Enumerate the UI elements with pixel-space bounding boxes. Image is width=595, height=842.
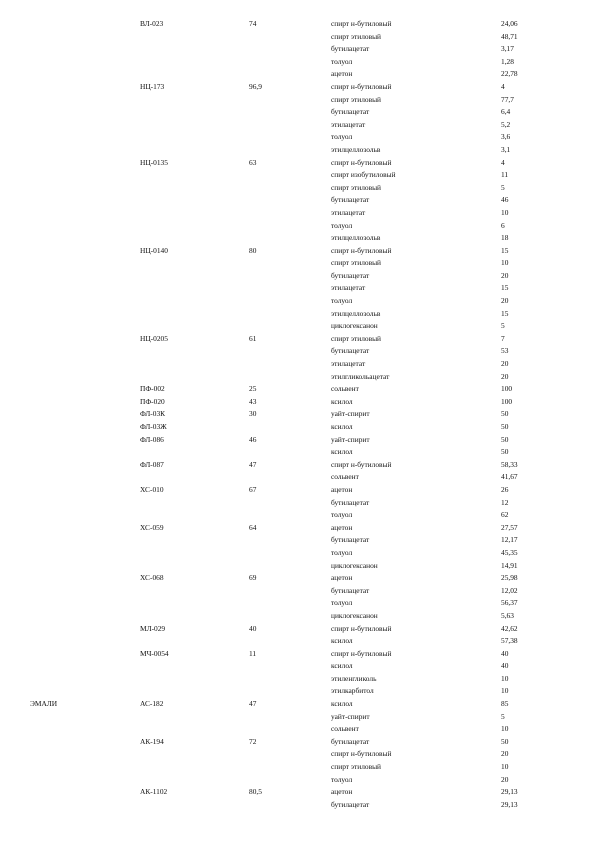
table-row bbox=[0, 383, 595, 396]
solvent-share: 58,33 bbox=[501, 459, 518, 469]
table-row bbox=[0, 220, 595, 233]
solvent-share: 85 bbox=[501, 699, 509, 709]
table-row bbox=[0, 182, 595, 195]
solvent-share: 10 bbox=[501, 762, 509, 772]
solvent-share: 10 bbox=[501, 258, 509, 268]
nonvolatile-percent: 74 bbox=[249, 19, 257, 28]
material-mark: ПФ-020 bbox=[140, 396, 165, 406]
solvent-name: ксилол bbox=[331, 396, 353, 406]
solvent-share: 10 bbox=[501, 724, 509, 734]
solvent-composition-table bbox=[0, 18, 595, 811]
nonvolatile-percent: 72 bbox=[249, 736, 257, 746]
solvent-share: 20 bbox=[501, 774, 509, 784]
solvent-name: спирт н-бутиловый bbox=[331, 749, 392, 759]
table-row bbox=[0, 635, 595, 648]
material-mark: ХС-010 bbox=[140, 484, 164, 494]
solvent-share: 5,2 bbox=[501, 119, 511, 129]
solvent-name: толуол bbox=[331, 220, 353, 230]
table-row bbox=[0, 774, 595, 787]
solvent-name: спирт н-бутиловый bbox=[331, 459, 392, 469]
solvent-share: 56,37 bbox=[501, 598, 518, 608]
nonvolatile-percent: 47 bbox=[249, 699, 257, 709]
table-row bbox=[0, 459, 595, 472]
table-row bbox=[0, 572, 595, 585]
solvent-share: 15 bbox=[501, 283, 509, 293]
solvent-name: этилцеллозольв bbox=[331, 144, 381, 154]
solvent-share: 6 bbox=[501, 220, 505, 230]
table-row bbox=[0, 698, 595, 711]
table-row bbox=[0, 295, 595, 308]
table-row bbox=[0, 421, 595, 434]
solvent-name: этилацетат bbox=[331, 283, 366, 293]
table-row bbox=[0, 509, 595, 522]
solvent-share: 5,63 bbox=[501, 610, 514, 620]
table-row bbox=[0, 736, 595, 749]
solvent-name: ацетон bbox=[331, 573, 353, 583]
table-row bbox=[0, 610, 595, 623]
solvent-share: 50 bbox=[501, 409, 509, 419]
solvent-name: бутилацетат bbox=[331, 736, 370, 746]
table-row bbox=[0, 333, 595, 346]
material-mark: ПФ-002 bbox=[140, 384, 165, 394]
solvent-share: 10 bbox=[501, 207, 509, 217]
solvent-name: толуол bbox=[331, 510, 353, 520]
solvent-name: толуол bbox=[331, 296, 353, 306]
solvent-name: этилацетат bbox=[331, 119, 366, 129]
solvent-share: 40 bbox=[501, 661, 509, 671]
nonvolatile-percent: 64 bbox=[249, 522, 257, 532]
table-row bbox=[0, 446, 595, 459]
solvent-share: 25,98 bbox=[501, 573, 518, 583]
solvent-share: 50 bbox=[501, 434, 509, 444]
table-row bbox=[0, 396, 595, 409]
table-row bbox=[0, 497, 595, 510]
solvent-name: циклогексанон bbox=[331, 321, 378, 331]
table-row bbox=[0, 207, 595, 220]
solvent-share: 15 bbox=[501, 308, 509, 318]
nonvolatile-percent: 96,9 bbox=[249, 81, 262, 91]
table-row bbox=[0, 194, 595, 207]
table-row bbox=[0, 282, 595, 295]
solvent-share: 24,06 bbox=[501, 19, 518, 28]
table-row bbox=[0, 169, 595, 182]
nonvolatile-percent: 11 bbox=[249, 648, 257, 658]
solvent-share: 11 bbox=[501, 170, 509, 180]
solvent-share: 3,17 bbox=[501, 44, 514, 54]
nonvolatile-percent: 40 bbox=[249, 623, 257, 633]
material-mark: ФЛ-086 bbox=[140, 434, 164, 444]
solvent-name: уайт-спирит bbox=[331, 711, 370, 721]
table-row bbox=[0, 345, 595, 358]
solvent-share: 50 bbox=[501, 736, 509, 746]
solvent-share: 45,35 bbox=[501, 547, 518, 557]
solvent-share: 12,17 bbox=[501, 535, 518, 545]
solvent-name: толуол bbox=[331, 547, 353, 557]
material-mark: ФЛ-087 bbox=[140, 459, 164, 469]
solvent-share: 5 bbox=[501, 711, 505, 721]
nonvolatile-percent: 80 bbox=[249, 245, 257, 255]
nonvolatile-percent: 43 bbox=[249, 396, 257, 406]
table-row bbox=[0, 68, 595, 81]
solvent-share: 20 bbox=[501, 749, 509, 759]
solvent-share: 62 bbox=[501, 510, 509, 520]
table-row bbox=[0, 232, 595, 245]
solvent-name: ксилол bbox=[331, 447, 353, 457]
solvent-share: 6,4 bbox=[501, 107, 511, 117]
solvent-name: бутилацетат bbox=[331, 270, 370, 280]
solvent-name: ксилол bbox=[331, 661, 353, 671]
solvent-name: ксилол bbox=[331, 699, 353, 709]
table-row bbox=[0, 484, 595, 497]
solvent-share: 29,13 bbox=[501, 799, 518, 809]
solvent-share: 12,02 bbox=[501, 585, 518, 595]
material-category: ЭМАЛИ bbox=[30, 699, 58, 709]
solvent-name: толуол bbox=[331, 774, 353, 784]
solvent-share: 20 bbox=[501, 296, 509, 306]
solvent-name: спирт н-бутиловый bbox=[331, 157, 392, 167]
table-row bbox=[0, 534, 595, 547]
table-row bbox=[0, 94, 595, 107]
solvent-name: спирт этиловый bbox=[331, 333, 382, 343]
solvent-name: спирт этиловый bbox=[331, 762, 382, 772]
table-row bbox=[0, 434, 595, 447]
solvent-share: 77,7 bbox=[501, 94, 514, 104]
solvent-name: этилгликольацетат bbox=[331, 371, 390, 381]
solvent-name: бутилацетат bbox=[331, 346, 370, 356]
solvent-name: бутилацетат bbox=[331, 44, 370, 54]
solvent-share: 46 bbox=[501, 195, 509, 205]
table-row bbox=[0, 106, 595, 119]
solvent-name: этилацетат bbox=[331, 207, 366, 217]
solvent-share: 4 bbox=[501, 81, 505, 91]
table-row bbox=[0, 131, 595, 144]
material-mark: АК-1102 bbox=[140, 787, 168, 797]
nonvolatile-percent: 63 bbox=[249, 157, 257, 167]
material-mark: НЦ-0205 bbox=[140, 333, 168, 343]
table-row bbox=[0, 408, 595, 421]
solvent-share: 40 bbox=[501, 648, 509, 658]
nonvolatile-percent: 80,5 bbox=[249, 787, 262, 797]
solvent-name: ацетон bbox=[331, 787, 353, 797]
solvent-name: бутилацетат bbox=[331, 497, 370, 507]
material-mark: НЦ-0135 bbox=[140, 157, 168, 167]
solvent-name: бутилацетат bbox=[331, 535, 370, 545]
solvent-name: спирт н-бутиловый bbox=[331, 19, 392, 28]
solvent-share: 3,6 bbox=[501, 132, 511, 142]
material-mark: МЛ-029 bbox=[140, 623, 166, 633]
table-row bbox=[0, 786, 595, 799]
solvent-share: 20 bbox=[501, 371, 509, 381]
table-row bbox=[0, 560, 595, 573]
table-row bbox=[0, 245, 595, 258]
solvent-name: спирт этиловый bbox=[331, 258, 382, 268]
solvent-name: спирт н-бутиловый bbox=[331, 623, 392, 633]
nonvolatile-percent: 30 bbox=[249, 409, 257, 419]
solvent-share: 100 bbox=[501, 396, 513, 406]
nonvolatile-percent: 69 bbox=[249, 573, 257, 583]
solvent-name: бутилацетат bbox=[331, 799, 370, 809]
solvent-share: 15 bbox=[501, 245, 509, 255]
solvent-name: этиленгликоль bbox=[331, 673, 377, 683]
material-mark: НЦ-0140 bbox=[140, 245, 168, 255]
material-mark: ФЛ-03К bbox=[140, 409, 166, 419]
solvent-name: спирт этиловый bbox=[331, 182, 382, 192]
table-row bbox=[0, 119, 595, 132]
solvent-share: 3,1 bbox=[501, 144, 511, 154]
table-row bbox=[0, 597, 595, 610]
material-mark: АС-182 bbox=[140, 699, 164, 709]
table-row bbox=[0, 648, 595, 661]
solvent-name: спирт н-бутиловый bbox=[331, 81, 392, 91]
solvent-name: циклогексанон bbox=[331, 560, 378, 570]
material-mark: ФЛ-03Ж bbox=[140, 422, 167, 431]
material-mark: ВЛ-023 bbox=[140, 19, 164, 28]
table-row bbox=[0, 623, 595, 636]
solvent-name: этилкарбитол bbox=[331, 686, 374, 696]
table-row bbox=[0, 320, 595, 333]
table-row bbox=[0, 471, 595, 484]
solvent-share: 5 bbox=[501, 182, 505, 192]
solvent-share: 22,78 bbox=[501, 69, 518, 79]
table-row bbox=[0, 711, 595, 724]
nonvolatile-percent: 25 bbox=[249, 384, 257, 394]
table-row bbox=[0, 522, 595, 535]
material-mark: АК-194 bbox=[140, 736, 164, 746]
solvent-share: 48,71 bbox=[501, 31, 518, 41]
solvent-share: 100 bbox=[501, 384, 513, 394]
table-row bbox=[0, 31, 595, 44]
solvent-share: 18 bbox=[501, 233, 509, 243]
solvent-name: ацетон bbox=[331, 522, 353, 532]
solvent-share: 12 bbox=[501, 497, 509, 507]
solvent-share: 1,28 bbox=[501, 56, 514, 66]
table-row bbox=[0, 585, 595, 598]
solvent-share: 42,62 bbox=[501, 623, 518, 633]
solvent-name: этилацетат bbox=[331, 359, 366, 369]
solvent-share: 53 bbox=[501, 346, 509, 356]
table-row bbox=[0, 748, 595, 761]
table-row bbox=[0, 371, 595, 384]
table-row bbox=[0, 547, 595, 560]
table-row bbox=[0, 81, 595, 94]
solvent-share: 27,57 bbox=[501, 522, 518, 532]
material-mark: ХС-068 bbox=[140, 573, 164, 583]
solvent-share: 50 bbox=[501, 447, 509, 457]
table-row bbox=[0, 43, 595, 56]
table-row bbox=[0, 257, 595, 270]
solvent-name: этилцеллозольв bbox=[331, 308, 381, 318]
material-mark: МЧ-0054 bbox=[140, 648, 169, 658]
table-row bbox=[0, 761, 595, 774]
solvent-name: ацетон bbox=[331, 484, 353, 494]
solvent-share: 14,91 bbox=[501, 560, 518, 570]
table-row bbox=[0, 144, 595, 157]
solvent-name: толуол bbox=[331, 598, 353, 608]
solvent-name: уайт-спирит bbox=[331, 434, 370, 444]
solvent-name: спирт н-бутиловый bbox=[331, 648, 392, 658]
table-row bbox=[0, 660, 595, 673]
table-row bbox=[0, 308, 595, 321]
solvent-name: уайт-спирит bbox=[331, 409, 370, 419]
table-row bbox=[0, 358, 595, 371]
solvent-share: 57,38 bbox=[501, 636, 518, 646]
table-row bbox=[0, 799, 595, 812]
solvent-name: сольвент bbox=[331, 724, 359, 734]
solvent-name: спирт этиловый bbox=[331, 31, 382, 41]
solvent-name: бутилацетат bbox=[331, 107, 370, 117]
solvent-name: толуол bbox=[331, 56, 353, 66]
solvent-name: спирт изобутиловый bbox=[331, 170, 396, 180]
solvent-share: 10 bbox=[501, 673, 509, 683]
solvent-name: спирт этиловый bbox=[331, 94, 382, 104]
table-row bbox=[0, 18, 595, 31]
solvent-name: бутилацетат bbox=[331, 195, 370, 205]
solvent-share: 29,13 bbox=[501, 787, 518, 797]
solvent-name: толуол bbox=[331, 132, 353, 142]
table-row bbox=[0, 157, 595, 170]
solvent-name: бутилацетат bbox=[331, 585, 370, 595]
nonvolatile-percent: 46 bbox=[249, 434, 257, 444]
solvent-name: этилцеллозольв bbox=[331, 233, 381, 243]
solvent-name: ксилол bbox=[331, 422, 353, 431]
solvent-name: спирт н-бутиловый bbox=[331, 245, 392, 255]
solvent-share: 4 bbox=[501, 157, 505, 167]
solvent-share: 20 bbox=[501, 359, 509, 369]
table-row bbox=[0, 685, 595, 698]
solvent-share: 10 bbox=[501, 686, 509, 696]
solvent-name: сольвент bbox=[331, 472, 359, 482]
solvent-share: 26 bbox=[501, 484, 509, 494]
nonvolatile-percent: 61 bbox=[249, 333, 257, 343]
material-mark: НЦ-173 bbox=[140, 81, 165, 91]
nonvolatile-percent: 47 bbox=[249, 459, 257, 469]
table-row bbox=[0, 56, 595, 69]
nonvolatile-percent: 67 bbox=[249, 484, 257, 494]
solvent-share: 5 bbox=[501, 321, 505, 331]
solvent-name: ацетон bbox=[331, 69, 353, 79]
solvent-name: сольвент bbox=[331, 384, 359, 394]
solvent-share: 7 bbox=[501, 333, 505, 343]
material-mark: ХС-059 bbox=[140, 522, 164, 532]
solvent-name: циклогексанон bbox=[331, 610, 378, 620]
table-row bbox=[0, 723, 595, 736]
table-row bbox=[0, 673, 595, 686]
solvent-share: 50 bbox=[501, 422, 509, 431]
solvent-share: 20 bbox=[501, 270, 509, 280]
solvent-share: 41,67 bbox=[501, 472, 518, 482]
table-row bbox=[0, 270, 595, 283]
solvent-name: ксилол bbox=[331, 636, 353, 646]
